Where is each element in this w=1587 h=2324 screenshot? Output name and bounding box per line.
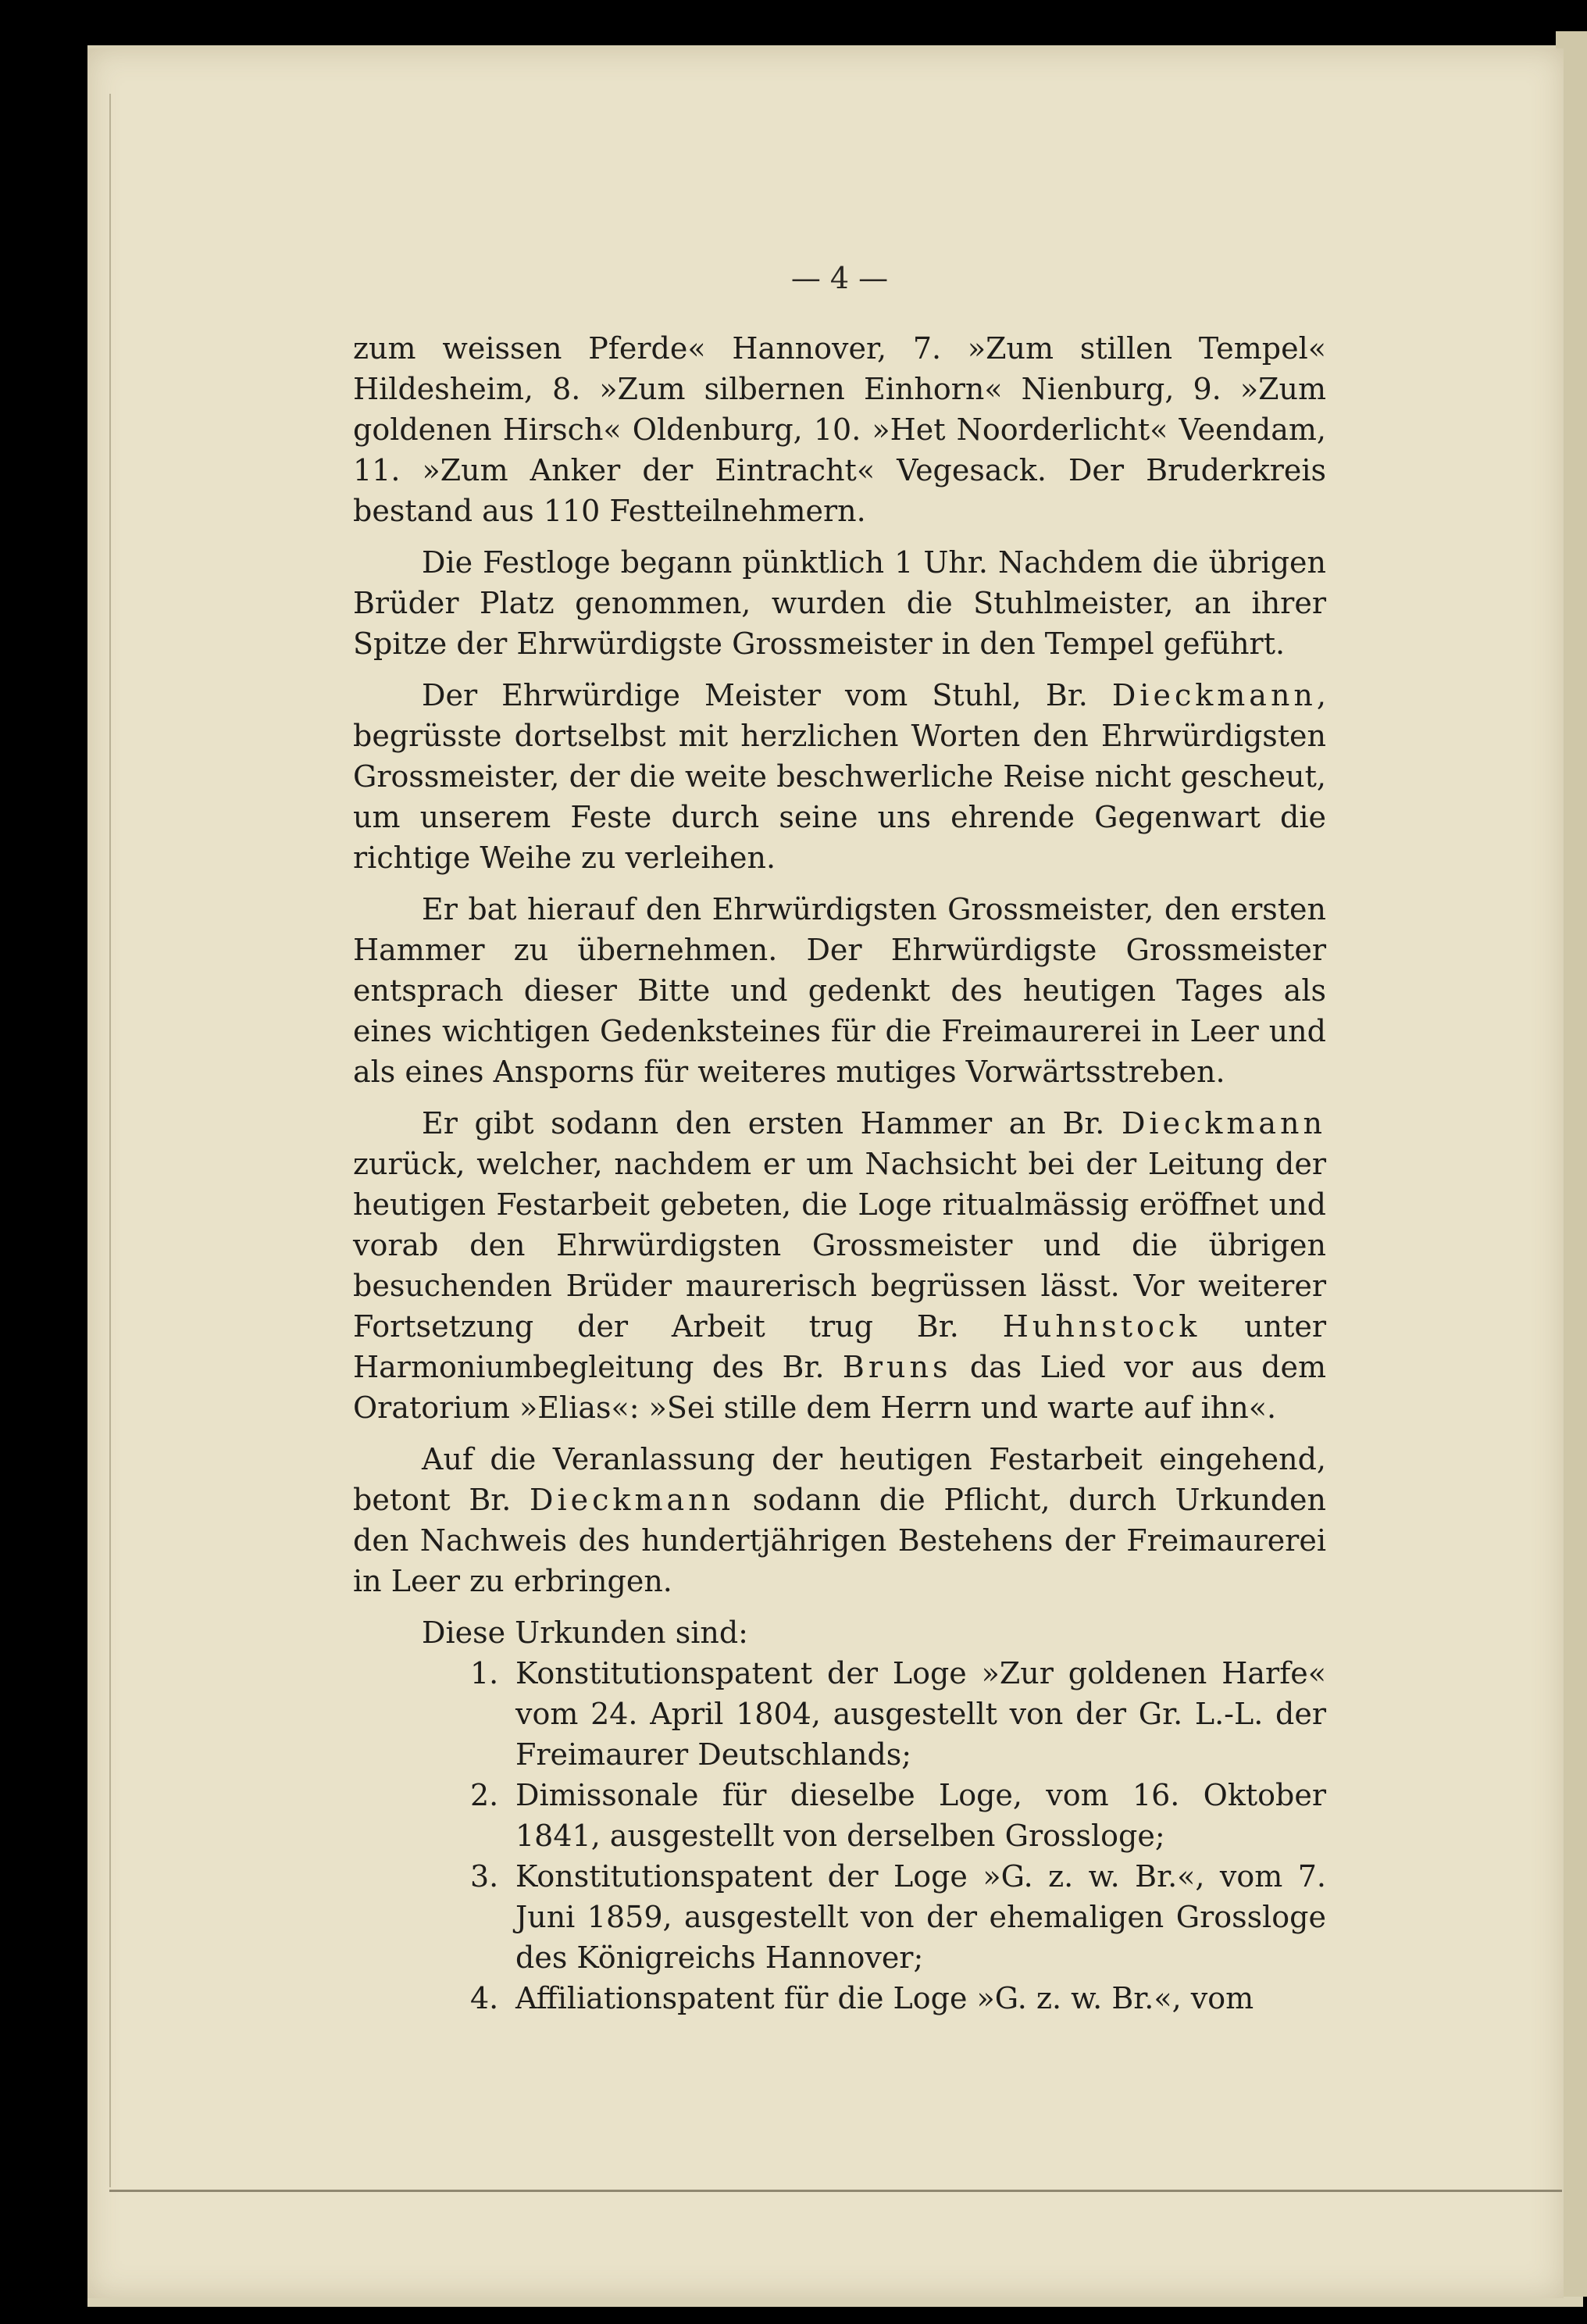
paragraph-3-text-b: , begrüsste dortselbst mit herzlichen Worten den Ehrwürdigsten Grossmeister, der die weite beschwerliche Reise nicht gescheut, um unserem Feste durch seine uns ehrende Gegenwart die richtige Weihe zu verleihen. xyxy=(353,678,1326,875)
list-item-number: 3. xyxy=(470,1859,499,1894)
list-item-text: Dimissonale für dieselbe Loge, vom 16. Oktober 1841, ausgestellt von derselben Grossloge; xyxy=(515,1778,1326,1853)
paragraph-6-text-b: sodann die Pflicht, durch Urkunden den Nachweis des hundertjährigen Bestehens der Freimaurerei in Leer zu erbringen. xyxy=(353,1483,1327,1598)
left-margin-line xyxy=(109,94,111,2187)
paragraph-4: Er bat hierauf den Ehrwürdigsten Grossmeister, den ersten Hammer zu übernehmen. Der Ehrwürdigste Grossmeister entsprach dieser Bitte und gedenkt des heutigen Tages als eines wichtigen Gedenksteines für die Freimaurerei in Leer und als eines Ansporns für weiteres mutiges Vorwärtsstreben. xyxy=(353,892,1326,1089)
paragraph-6-text-a: Auf die Veranlassung der heutigen Festarbeit eingehend, betont Br. xyxy=(353,1442,1326,1517)
list-item-number: 4. xyxy=(470,1981,499,2015)
list-item-text: Konstitutionspatent der Loge »Zur goldenen Harfe« vom 24. April 1804, ausgestellt von der Gr. L.-L. der Freimaurer Deutschlands; xyxy=(515,1656,1326,1772)
list-item-number: 1. xyxy=(470,1656,499,1690)
paragraph-3-text-a: Der Ehrwürdige Meister vom Stuhl, Br. xyxy=(422,678,1112,712)
bottom-rule xyxy=(109,2190,1562,2192)
paragraph-3 xyxy=(353,675,1326,878)
list-item xyxy=(353,1775,1326,1856)
paragraph-5-text-d: das Lied vor aus dem Oratorium »Elias«: »Sei stille dem Herrn und warte auf ihn«. xyxy=(353,1350,1326,1425)
page-content xyxy=(353,258,1326,2019)
name-dieckmann: Dieckmann xyxy=(1111,678,1317,712)
document-list xyxy=(353,1653,1326,2019)
paragraph-6 xyxy=(353,1439,1326,1601)
name-bruns: Bruns xyxy=(842,1350,952,1384)
list-item-text: Konstitutionspatent der Loge »G. z. w. Br.«, vom 7. Juni 1859, ausgestellt von der ehemaligen Grossloge des Königreichs Hannover; xyxy=(515,1859,1326,1975)
name-dieckmann: Dieckmann xyxy=(530,1483,735,1517)
page-number: — 4 — xyxy=(790,261,889,295)
paragraph-5-text-a: Er gibt sodann den ersten Hammer an Br. xyxy=(422,1106,1122,1141)
list-item xyxy=(353,1856,1326,1978)
name-dieckmann: Dieckmann xyxy=(1121,1106,1326,1141)
list-item xyxy=(353,1978,1326,2019)
paragraph-5-text-c: unter Harmoniumbegleitung des Br. xyxy=(353,1309,1327,1384)
name-huhnstock: Huhnstock xyxy=(1002,1309,1201,1344)
paragraph-5 xyxy=(353,1103,1326,1428)
list-item-number: 2. xyxy=(470,1778,499,1812)
list-item-text: Affiliationspatent für die Loge »G. z. w. Br.«, vom xyxy=(515,1981,1254,2015)
paragraph-1: zum weissen Pferde« Hannover, 7. »Zum stillen Tempel« Hildesheim, 8. »Zum silbernen Einhorn« Nienburg, 9. »Zum goldenen Hirsch« Oldenburg, 10. »Het Noorderlicht« Veendam, 11. »Zum Anker der Eintracht« Vegesack. Der Bruderkreis bestand aus 110 Festteilnehmern. xyxy=(353,331,1326,528)
paragraph-5-text-b: zurück, welcher, nachdem er um Nachsicht bei der Leitung der heutigen Festarbeit gebeten, die Loge ritualmässig eröffnet und vorab den Ehrwürdigsten Grossmeister und die übrigen besuchenden Brüder maurerisch begrüssen lässt. Vor weiterer Fortsetzung der Arbeit trug Br. xyxy=(353,1147,1326,1344)
paragraph-2: Die Festloge begann pünktlich 1 Uhr. Nachdem die übrigen Brüder Platz genommen, wurden die Stuhlmeister, an ihrer Spitze der Ehrwürdigste Grossmeister in den Tempel geführt. xyxy=(353,545,1326,661)
list-item xyxy=(353,1653,1326,1775)
list-intro: Diese Urkunden sind: xyxy=(422,1615,748,1650)
